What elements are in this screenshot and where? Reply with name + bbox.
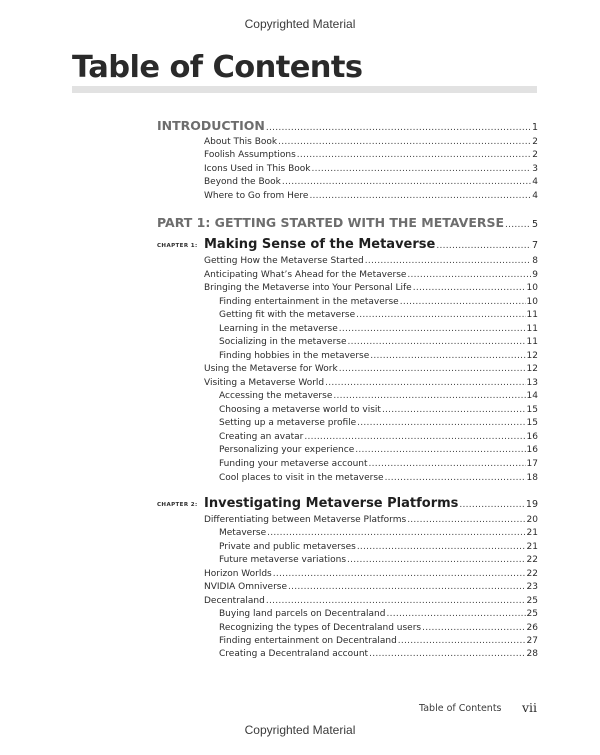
toc-entry-title: Future metaverse variations	[219, 555, 347, 565]
dot-leader	[422, 622, 525, 634]
dot-leader	[311, 163, 531, 175]
toc-entry-title: Recognizing the types of Decentraland users	[219, 623, 422, 633]
dot-leader	[400, 296, 526, 308]
toc-entry-title: NVIDIA Omniverse	[204, 582, 287, 592]
toc-entry	[204, 568, 538, 580]
toc-entry-title: Horizon Worlds	[204, 569, 272, 579]
toc-entry-page: 16	[526, 432, 538, 442]
toc-entry-title: Finding entertainment in the metaverse	[219, 297, 399, 307]
toc-entry-title: Bringing the Metaverse into Your Personal Life	[204, 283, 412, 293]
toc-entry-page: 13	[526, 378, 538, 388]
toc-entry	[204, 163, 538, 175]
toc-entry-title: Metaverse	[219, 528, 267, 538]
dot-leader	[369, 458, 526, 470]
toc-entry-title: Foolish Assumptions	[204, 150, 296, 160]
dot-leader	[386, 608, 525, 620]
toc-entry-page: 4	[532, 177, 538, 187]
toc-entry	[219, 608, 538, 620]
toc-entry	[219, 350, 538, 362]
dot-leader	[369, 648, 525, 660]
dot-leader	[385, 472, 526, 484]
toc-entry-title: Learning in the metaverse	[219, 324, 338, 334]
toc-entry-page: 21	[526, 542, 538, 552]
toc-entry-page: 25	[526, 596, 538, 606]
toc-chapter	[204, 496, 538, 512]
toc-entry-title: Accessing the metaverse	[219, 391, 333, 401]
toc-entry-title: Visiting a Metaverse World	[204, 378, 325, 388]
toc-entry-title: Getting fit with the metaverse	[219, 310, 356, 320]
dot-leader	[407, 269, 531, 281]
dot-leader	[398, 635, 526, 647]
toc-entry	[219, 444, 538, 456]
dot-leader	[370, 350, 525, 362]
toc-entry	[219, 622, 538, 634]
toc-entry-title: Finding hobbies in the metaverse	[219, 351, 370, 361]
toc-entry	[204, 282, 538, 294]
toc-entry-title: Personalizing your experience	[219, 445, 355, 455]
toc-entry-page: 12	[526, 351, 538, 361]
toc-entry	[219, 431, 538, 443]
toc-entry-title: PART 1: GETTING STARTED WITH THE METAVERSE	[157, 215, 505, 230]
dot-leader	[356, 309, 525, 321]
toc-part	[157, 215, 538, 231]
toc-entry	[219, 296, 538, 308]
toc-entry-page: 11	[526, 310, 538, 320]
toc-entry-title: Using the Metaverse for Work	[204, 364, 338, 374]
dot-leader	[273, 568, 526, 580]
toc-entry-page: 15	[526, 418, 538, 428]
copyright-header: Copyrighted Material	[244, 17, 356, 31]
toc-entry	[204, 255, 538, 267]
toc-entry-page: 16	[526, 445, 538, 455]
toc-entry-page: 11	[526, 337, 538, 347]
toc-entry-title: INTRODUCTION	[157, 118, 265, 133]
copyright-footer: Copyrighted Material	[244, 723, 356, 737]
toc-entry-title: About This Book	[204, 137, 278, 147]
toc-entry	[219, 404, 538, 416]
toc-entry	[219, 527, 538, 539]
toc-entry	[204, 149, 538, 161]
toc-entry-title: Finding entertainment on Decentraland	[219, 636, 397, 646]
dot-leader	[459, 497, 525, 513]
toc-entry-page: 18	[526, 473, 538, 483]
toc-entry-page: 26	[526, 623, 538, 633]
toc-entry-title: Making Sense of the Metaverse	[204, 237, 436, 252]
dot-leader	[413, 282, 526, 294]
toc-entry	[219, 458, 538, 470]
dot-leader	[355, 444, 525, 456]
dot-leader	[382, 404, 526, 416]
chapter-number-label: CHAPTER 1:	[157, 243, 198, 249]
dot-leader	[436, 238, 531, 254]
toc-entry-title: Funding your metaverse account	[219, 459, 368, 469]
toc-entry-title: Decentraland	[204, 596, 265, 606]
toc-entry	[204, 136, 538, 148]
toc-entry-page: 22	[526, 555, 538, 565]
toc-entry-title: Getting How the Metaverse Started	[204, 256, 364, 266]
dot-leader	[282, 176, 531, 188]
toc-entry-page: 2	[532, 150, 538, 160]
toc-chapter	[204, 237, 538, 253]
toc-entry	[219, 541, 538, 553]
toc-entry-page: 2	[532, 137, 538, 147]
toc-entry	[204, 176, 538, 188]
dot-leader	[407, 514, 525, 526]
toc-entry	[219, 635, 538, 647]
toc-entry	[204, 363, 538, 375]
dot-leader	[278, 136, 531, 148]
toc-entry-page: 9	[532, 270, 538, 280]
toc-entry	[219, 323, 538, 335]
toc-entry-title: Differentiating between Metaverse Platforms	[204, 515, 407, 525]
toc-entry	[219, 472, 538, 484]
dot-leader	[266, 595, 526, 607]
dot-leader	[365, 255, 532, 267]
toc-entry-page: 15	[526, 405, 538, 415]
dot-leader	[288, 581, 526, 593]
toc-entry	[219, 648, 538, 660]
toc-entry	[219, 417, 538, 429]
toc-part	[157, 118, 538, 134]
toc-entry-page: 1	[531, 122, 538, 133]
toc-entry	[204, 377, 538, 389]
chapter-number-label: CHAPTER 2:	[157, 502, 198, 508]
footer-page-number: vii	[522, 700, 538, 715]
toc-entry	[204, 581, 538, 593]
toc-entry	[219, 336, 538, 348]
footer-running-title: Table of Contents	[419, 703, 502, 714]
toc-entry-page: 5	[531, 219, 538, 230]
toc-entry-page: 10	[526, 297, 538, 307]
toc-entry-title: Setting up a metaverse profile	[219, 418, 357, 428]
dot-leader	[333, 390, 525, 402]
toc-entry-page: 25	[526, 609, 538, 619]
toc-entry-page: 27	[526, 636, 538, 646]
toc-entry-title: Creating an avatar	[219, 432, 304, 442]
dot-leader	[309, 190, 531, 202]
dot-leader	[339, 363, 526, 375]
toc-entry-page: 17	[526, 459, 538, 469]
dot-leader	[267, 527, 525, 539]
toc-entry-page: 14	[526, 391, 538, 401]
toc-entry-page: 7	[531, 240, 538, 251]
dot-leader	[357, 417, 525, 429]
toc-entry-title: Beyond the Book	[204, 177, 281, 187]
toc-entry-title: Creating a Decentraland account	[219, 649, 369, 659]
toc-entry-title: Investigating Metaverse Platforms	[204, 496, 459, 511]
toc-entry-title: Buying land parcels on Decentraland	[219, 609, 386, 619]
dot-leader	[266, 120, 531, 136]
toc-entry-title: Socializing in the metaverse	[219, 337, 347, 347]
dot-leader	[348, 336, 526, 348]
dot-leader	[325, 377, 525, 389]
dot-leader	[304, 431, 525, 443]
toc-entry-title: Anticipating What’s Ahead for the Metaverse	[204, 270, 407, 280]
toc-entry-page: 8	[532, 256, 538, 266]
toc-entry-title: Where to Go from Here	[204, 191, 309, 201]
dot-leader	[347, 554, 526, 566]
page-title: Table of Contents	[72, 50, 363, 85]
dot-leader	[505, 217, 531, 233]
toc-entry-page: 4	[532, 191, 538, 201]
dot-leader	[297, 149, 531, 161]
toc-entry	[204, 269, 538, 281]
toc-entry-page: 19	[525, 499, 538, 510]
toc-entry-title: Icons Used in This Book	[204, 164, 311, 174]
toc-entry	[204, 190, 538, 202]
toc-entry-page: 11	[526, 324, 538, 334]
toc-entry-page: 3	[532, 164, 538, 174]
toc-entry	[204, 514, 538, 526]
toc-entry-page: 10	[526, 283, 538, 293]
dot-leader	[357, 541, 526, 553]
toc-entry	[219, 309, 538, 321]
toc-entry-page: 23	[526, 582, 538, 592]
toc-entry	[204, 595, 538, 607]
toc-entry-title: Choosing a metaverse world to visit	[219, 405, 381, 415]
toc-entry-page: 12	[526, 364, 538, 374]
toc-entry-page: 28	[526, 649, 538, 659]
toc-entry	[219, 554, 538, 566]
toc-entry	[219, 390, 538, 402]
toc-entry-page: 22	[526, 569, 538, 579]
dot-leader	[339, 323, 526, 335]
toc-entry-title: Cool places to visit in the metaverse	[219, 473, 384, 483]
toc-entry-page: 21	[526, 528, 538, 538]
toc-entry-title: Private and public metaverses	[219, 542, 356, 552]
toc-entry-page: 20	[526, 515, 538, 525]
